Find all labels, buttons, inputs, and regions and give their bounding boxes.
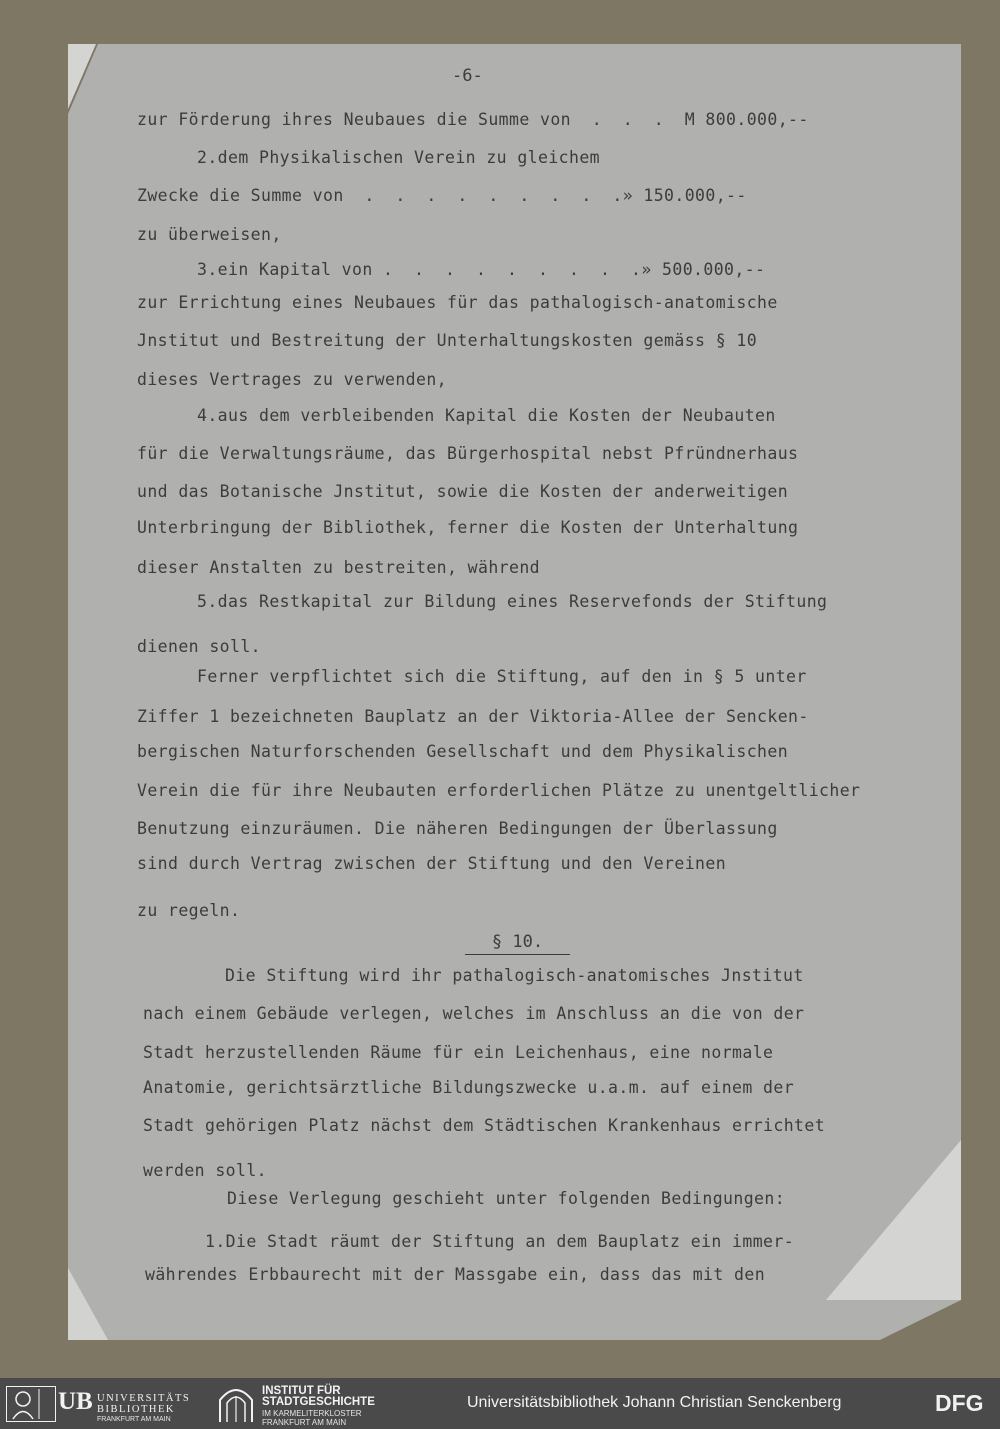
folded-corner-top-left [68, 44, 96, 109]
text-line: bergischen Naturforschenden Gesellschaft und dem Physikalischen [137, 742, 789, 761]
folded-corner-bottom-left [68, 1268, 108, 1340]
text-line: 4.aus dem verbleibenden Kapital die Kosten der Neubauten [197, 406, 776, 425]
text-line: zu überweisen, [137, 225, 282, 244]
isg-location [262, 1410, 362, 1427]
text-line: Anatomie, gerichtsärztliche Bildungszwecke u.a.m. auf einem der [143, 1078, 795, 1097]
text-line: 5.das Restkapital zur Bildung eines Reservefonds der Stiftung [197, 592, 828, 611]
text-line: zur Errichtung eines Neubaues für das pathalogisch-anatomische [137, 293, 778, 312]
text-line: 2.dem Physikalischen Verein zu gleichem [197, 148, 601, 167]
text-line: 3.ein Kapital von . . . . . . . . .» 500.000,-- [197, 260, 766, 279]
text-line: und das Botanische Jnstitut, sowie die Kosten der anderweitigen [137, 482, 789, 501]
text-line: Stadt herzustellenden Räume für ein Leichenhaus, eine normale [143, 1043, 774, 1062]
text-line: Unterbringung der Bibliothek, ferner die Kosten der Unterhaltung [137, 518, 799, 537]
text-line: zur Förderung ihres Neubaues die Summe von . . . M 800.000,-- [137, 110, 809, 129]
text-line: sind durch Vertrag zwischen der Stiftung und den Vereinen [137, 854, 727, 873]
ub-logo-text: UB [58, 1388, 93, 1415]
text-line: dieses Vertrages zu verwenden, [137, 370, 448, 389]
ub-name-line1: UNIVERSITÄTS [97, 1393, 191, 1404]
dfg-logo[interactable]: DFG [935, 1390, 984, 1416]
text-line: dienen soll. [137, 637, 262, 656]
text-line: Ferner verpflichtet sich die Stiftung, auf den in § 5 unter [197, 667, 807, 686]
section-heading: § 10. [465, 932, 570, 955]
text-line: werden soll. [143, 1161, 268, 1180]
library-link[interactable]: Universitätsbibliothek Johann Christian Senckenberg [467, 1394, 842, 1411]
isg-arch-icon [216, 1386, 256, 1424]
text-line: dieser Anstalten zu bestreiten, während [137, 558, 541, 577]
text-line: Stadt gehörigen Platz nächst dem Städtischen Krankenhaus errichtet [143, 1116, 826, 1135]
text-line: Zwecke die Summe von . . . . . . . . .» 150.000,-- [137, 186, 747, 205]
page-number: -6- [452, 66, 483, 86]
text-line: währendes Erbbaurecht mit der Massgabe ein, dass das mit den [145, 1265, 766, 1284]
text-line: Jnstitut und Bestreitung der Unterhaltungskosten gemäss § 10 [137, 331, 758, 350]
isg-location-line2: FRANKFURT AM MAIN [262, 1417, 347, 1427]
text-line: Die Stiftung wird ihr pathalogisch-anatomisches Jnstitut [225, 966, 804, 985]
ub-name [97, 1393, 190, 1415]
text-line: zu regeln. [137, 901, 241, 920]
text-line: Benutzung einzuräumen. Die näheren Bedingungen der Überlassung [137, 819, 778, 838]
text-line: für die Verwaltungsräume, das Bürgerhospital nebst Pfründnerhaus [137, 444, 799, 463]
corner-cut-bottom-right [880, 1300, 961, 1340]
isg-location-line1: IM KARMELITERKLOSTER [262, 1409, 362, 1418]
text-line: 1.Die Stadt räumt der Stiftung an dem Bauplatz ein immer- [205, 1232, 795, 1251]
folded-corner-bottom-right [826, 1140, 961, 1300]
text-line: nach einem Gebäude verlegen, welches im Anschluss an die von der [143, 1004, 805, 1023]
isg-name-line2: STADTGESCHICHTE [262, 1396, 375, 1408]
ub-portrait-icon [6, 1386, 56, 1422]
text-line: Ziffer 1 bezeichneten Bauplatz an der Viktoria-Allee der Sencken- [137, 707, 809, 726]
ub-name-line2: BIBLIOTHEK [97, 1404, 175, 1415]
isg-name [262, 1386, 375, 1408]
text-line: Diese Verlegung geschieht unter folgenden Bedingungen: [227, 1189, 786, 1208]
ub-location: FRANKFURT AM MAIN [97, 1416, 171, 1423]
text-line: Verein die für ihre Neubauten erforderlichen Plätze zu unentgeltlicher [137, 781, 861, 800]
isg-name-line1: INSTITUT FÜR [262, 1385, 341, 1397]
